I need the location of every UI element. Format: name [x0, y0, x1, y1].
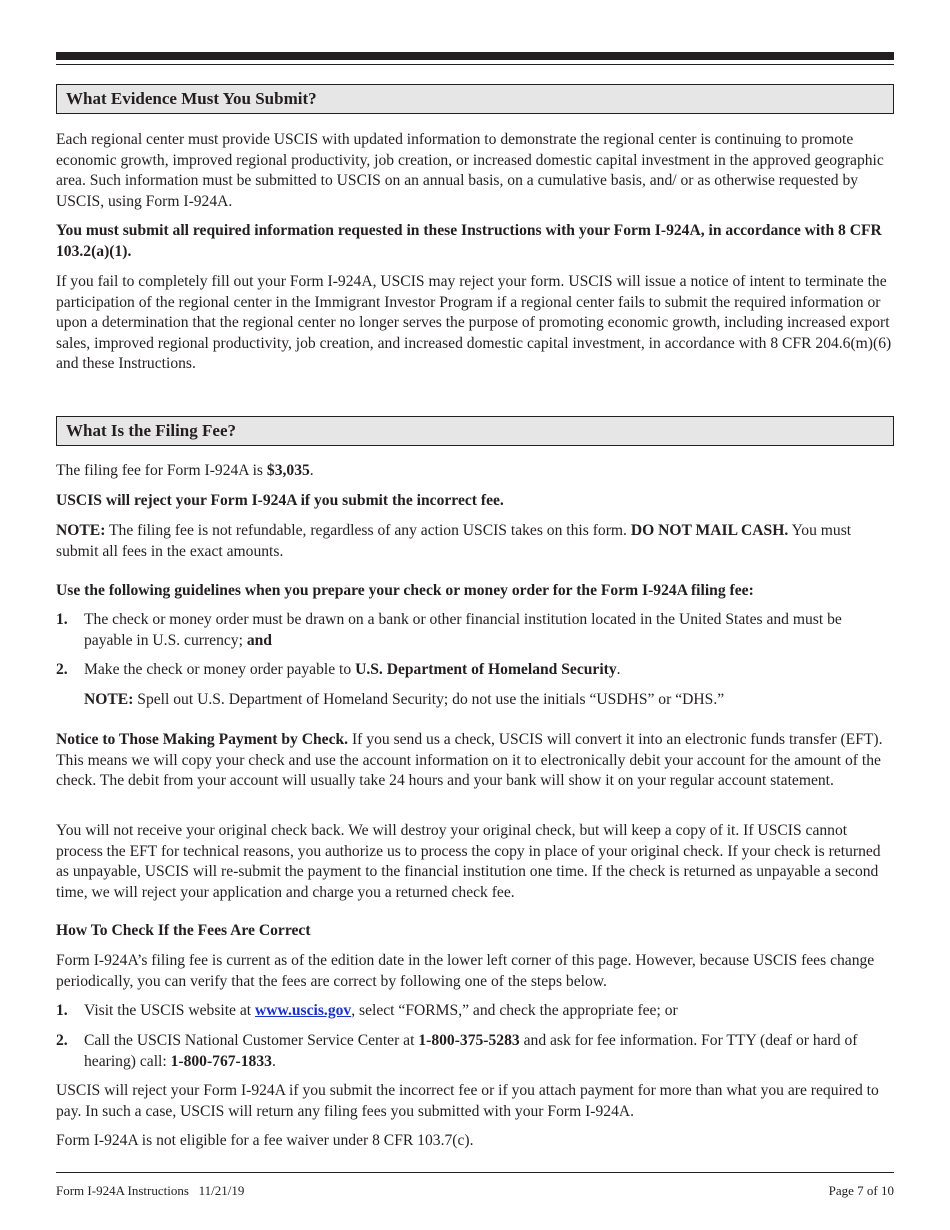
note-label: NOTE:	[56, 522, 106, 539]
guideline-item-2	[56, 660, 894, 681]
fee-check-step-2: 2. Call the USCIS National Customer Service Center at 1-800-375-5283 and ask for fee information. For TTY (deaf or hard of hearing) call: 1-800-767-1833.	[56, 1031, 894, 1072]
section-heading-evidence: What Evidence Must You Submit?	[56, 84, 894, 114]
fees-current-paragraph: Form I-924A’s filing fee is current as of the edition date in the lower left corner of this page. However, because USCIS fees change periodically, you can verify that the fees are correct by following one of the steps below.	[56, 952, 875, 990]
note-tail: You must submit all fees in the exact amounts.	[56, 522, 852, 560]
fee-prefix: The filing fee for Form I-924A is	[56, 462, 267, 479]
page-footer	[56, 1183, 894, 1199]
footer-form-edition: Form I-924A Instructions 11/21/19	[56, 1183, 245, 1198]
fee-waiver-paragraph: Form I-924A is not eligible for a fee waiver under 8 CFR 103.7(c).	[56, 1132, 474, 1149]
fee-suffix: .	[309, 462, 314, 479]
service-center-phone: 1-800-375-5283	[418, 1032, 520, 1049]
guideline-item-1	[56, 610, 894, 651]
note-text: The filing fee is not refundable, regardless of any action USCIS takes on this form.	[105, 522, 631, 539]
guideline-item-text: The check or money order must be drawn on a bank or other financial institution located in the United States and must be payable in U.S. currency; and	[84, 611, 842, 649]
original-check-paragraph: You will not receive your original check back. We will destroy your original check, but will keep a copy of it. If USCIS cannot process the EFT for technical reasons, you authorize us to process the copy in place of your original check. If your check is returned as unpayable, USCIS will re-submit the payment to the financial institution one time. If the check is returned as unpayable a second time, we will reject your application and charge you a returned check fee.	[56, 822, 881, 901]
evidence-reject-paragraph: If you fail to completely fill out your Form I-924A, USCIS may reject your form. USCIS will issue a notice of intent to terminate the participation of the regional center in the Immigrant Investor Program if a regional center fails to submit the required information or upon a determination that the regional center no longer serves the purpose of promoting economic growth, including increased export sales, improved regional productivity, job creation, and increased domestic capital investment, in accordance with 8 CFR 204.6(m)(6) and these Instructions.	[56, 273, 892, 372]
evidence-required-notice: You must submit all required information requested in these Instructions with your Form I-924A, in accordance with 8 CFR 103.2(a)(1).	[56, 222, 882, 260]
fee-note-paragraph	[56, 521, 894, 562]
list-number: 2.	[56, 661, 68, 678]
evidence-paragraph: Each regional center must provide USCIS with updated information to demonstrate the regional center is continuing to promote economic growth, improved regional productivity, job creation, or increased domestic capital investment in the approved geographic area. Such information must be submitted to USCIS on an annual basis, on a cumulative basis, and/ or as otherwise requested by USCIS, using Form I-924A.	[56, 131, 884, 210]
section-heading-filing-fee: What Is the Filing Fee?	[56, 416, 894, 446]
check-payment-notice: Notice to Those Making Payment by Check. If you send us a check, USCIS will convert it into an electronic funds transfer (EFT). This means we will copy your check and use the account information on it to electronically debit your account for the amount of the check. The debit from your account will usually take 24 hours and your bank will show it on your regular account statement.	[56, 731, 883, 789]
guideline-item-text: Make the check or money order payable to U.S. Department of Homeland Security.	[84, 661, 621, 678]
uscis-website-link[interactable]: www.uscis.gov	[255, 1002, 352, 1019]
guidelines-heading: Use the following guidelines when you prepare your check or money order for the Form I-924A filing fee:	[56, 582, 754, 599]
payee-note: NOTE: Spell out U.S. Department of Homeland Security; do not use the initials “USDHS” or “DHS.”	[84, 691, 725, 708]
footer-rule	[56, 1172, 894, 1173]
fees-correct-subheading: How To Check If the Fees Are Correct	[56, 922, 311, 939]
list-number: 1.	[56, 1002, 68, 1019]
tty-phone: 1-800-767-1833	[170, 1052, 272, 1070]
header-thin-rule	[56, 64, 894, 65]
header-thick-rule	[56, 52, 894, 60]
list-number: 2.	[56, 1032, 68, 1049]
list-number: 1.	[56, 611, 68, 628]
footer-page-number: Page 7 of 10	[828, 1183, 894, 1198]
reject-overpayment-paragraph: USCIS will reject your Form I-924A if you submit the incorrect fee or if you attach payment for more than what you are required to pay. In such a case, USCIS will return any filing fees you submitted with your Form I-924A.	[56, 1082, 879, 1120]
no-cash-warning: DO NOT MAIL CASH.	[630, 522, 789, 539]
fee-amount-paragraph	[56, 461, 894, 482]
fee-amount: $3,035	[266, 462, 310, 479]
fee-check-step-1: 1. Visit the USCIS website at www.uscis.gov, select “FORMS,” and check the appropriate fee; or	[56, 1001, 894, 1022]
incorrect-fee-warning: USCIS will reject your Form I-924A if you submit the incorrect fee.	[56, 492, 504, 509]
